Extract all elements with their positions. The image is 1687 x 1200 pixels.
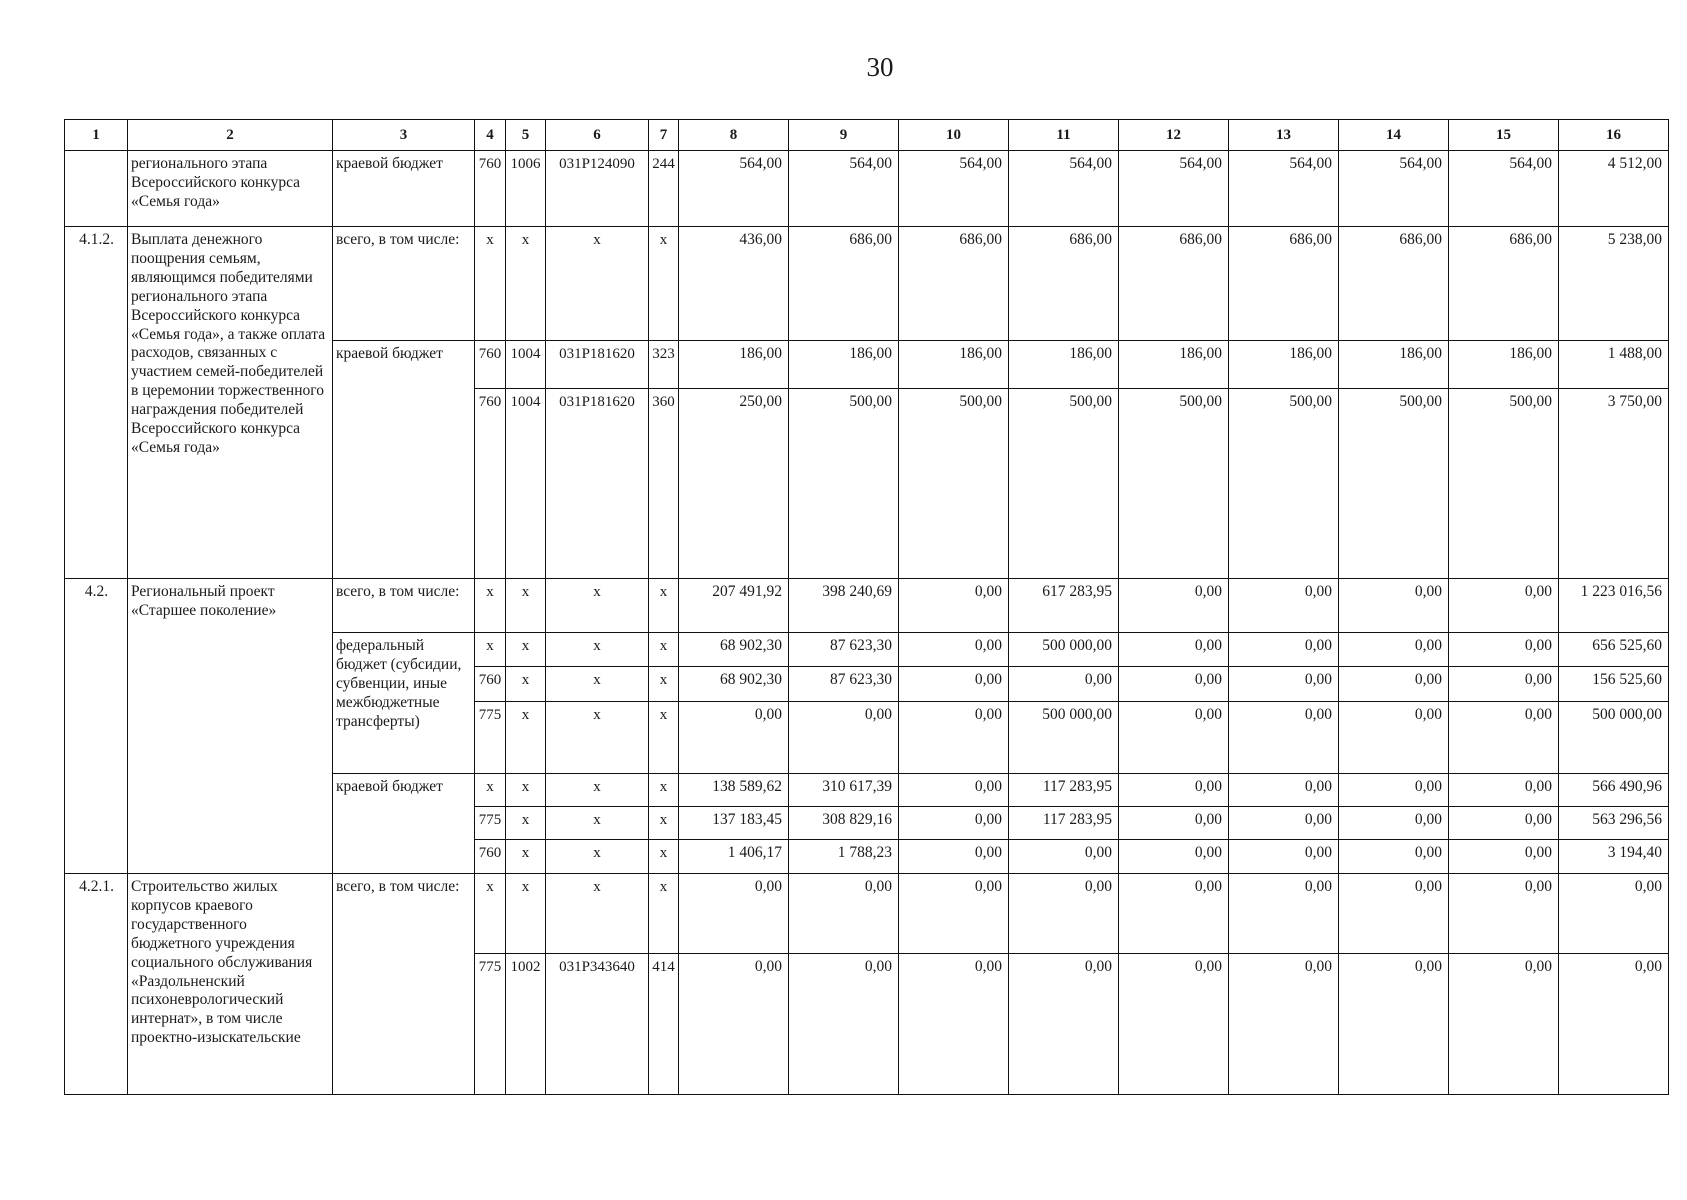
value-cell: 500,00 [1229,389,1339,579]
value-cell: 0,00 [1119,954,1229,1095]
value-cell: 186,00 [1449,341,1559,389]
col-header: 6 [546,120,649,151]
value-cell: 686,00 [1009,227,1119,341]
budget-table [64,119,1669,1095]
code-expense-type: x [649,227,679,341]
funding-source: всего, в том числе: [333,579,475,633]
col-header: 9 [789,120,899,151]
value-cell: 0,00 [899,579,1009,633]
value-cell: 564,00 [679,151,789,227]
item-name: регионального этапа Всероссийского конкурса «Семья года» [128,151,333,227]
item-name: Региональный проект «Старшее поколение» [128,579,333,874]
value-cell: 0,00 [1229,840,1339,874]
code-expense-type: x [649,807,679,840]
value-cell: 564,00 [1009,151,1119,227]
value-cell: 87 623,30 [789,667,899,702]
funding-source: краевой бюджет [333,341,475,579]
value-cell: 0,00 [789,702,899,774]
code-target: 031P124090 [546,151,649,227]
value-cell: 686,00 [1119,227,1229,341]
col-header: 5 [506,120,546,151]
code-section: x [506,227,546,341]
code-expense-type: x [649,840,679,874]
page-number: 30 [866,52,894,82]
col-header: 13 [1229,120,1339,151]
value-cell: 564,00 [1119,151,1229,227]
code-grbs: x [475,579,506,633]
code-section: x [506,579,546,633]
value-cell: 564,00 [1449,151,1559,227]
col-header: 16 [1559,120,1669,151]
col-header: 10 [899,120,1009,151]
value-cell: 0,00 [1339,633,1449,667]
col-header: 4 [475,120,506,151]
code-expense-type: x [649,579,679,633]
code-target: x [546,840,649,874]
value-cell: 686,00 [789,227,899,341]
value-cell: 0,00 [1339,874,1449,954]
value-cell: 186,00 [679,341,789,389]
code-section: 1006 [506,151,546,227]
code-section: x [506,840,546,874]
value-cell: 1 406,17 [679,840,789,874]
value-cell: 186,00 [1119,341,1229,389]
col-header: 11 [1009,120,1119,151]
col-header: 3 [333,120,475,151]
header-row [65,120,1669,151]
value-cell: 117 283,95 [1009,774,1119,807]
col-header: 2 [128,120,333,151]
value-cell: 137 183,45 [679,807,789,840]
code-section: x [506,807,546,840]
code-grbs: x [475,874,506,954]
table-row [65,874,1669,954]
value-cell: 500 000,00 [1009,633,1119,667]
value-cell: 0,00 [679,874,789,954]
col-header: 12 [1119,120,1229,151]
code-expense-type: 414 [649,954,679,1095]
value-cell: 186,00 [1339,341,1449,389]
value-cell: 0,00 [1449,840,1559,874]
value-cell: 0,00 [1229,633,1339,667]
value-cell: 500,00 [1009,389,1119,579]
code-grbs: 760 [475,667,506,702]
value-total-cell: 4 512,00 [1559,151,1669,227]
item-number: 4.2. [65,579,128,874]
col-header: 15 [1449,120,1559,151]
value-cell: 0,00 [899,633,1009,667]
item-name: Выплата денежного поощрения семьям, являющимся победителями регионального этапа Всероссийского конкурса «Семья года», а также оплата расходов, связанных с участием семей-победителей в церемонии торжественного награждения победителей Всероссийского конкурса «Семья года» [128,227,333,579]
value-cell: 0,00 [899,840,1009,874]
code-section: x [506,667,546,702]
value-cell: 0,00 [789,954,899,1095]
code-grbs: x [475,774,506,807]
item-number: 4.2.1. [65,874,128,1095]
code-grbs: 760 [475,341,506,389]
code-grbs: 775 [475,807,506,840]
value-cell: 0,00 [679,954,789,1095]
code-grbs: 760 [475,840,506,874]
value-cell: 0,00 [1119,874,1229,954]
value-cell: 117 283,95 [1009,807,1119,840]
value-cell: 0,00 [1119,667,1229,702]
funding-source: всего, в том числе: [333,874,475,1095]
value-cell: 0,00 [1229,874,1339,954]
value-cell: 0,00 [1119,774,1229,807]
value-cell: 0,00 [1009,840,1119,874]
value-cell: 0,00 [1339,840,1449,874]
code-expense-type: x [649,633,679,667]
code-grbs: x [475,633,506,667]
code-target: x [546,633,649,667]
value-cell: 0,00 [899,874,1009,954]
value-cell: 207 491,92 [679,579,789,633]
value-cell: 186,00 [1229,341,1339,389]
value-cell: 686,00 [1339,227,1449,341]
code-expense-type: x [649,702,679,774]
value-total-cell: 0,00 [1559,954,1669,1095]
code-grbs: 775 [475,702,506,774]
code-section: 1004 [506,389,546,579]
item-number [65,151,128,227]
code-expense-type: x [649,667,679,702]
value-cell: 0,00 [1119,807,1229,840]
value-cell: 0,00 [1339,579,1449,633]
value-total-cell: 1 488,00 [1559,341,1669,389]
value-cell: 500,00 [1449,389,1559,579]
value-cell: 0,00 [899,954,1009,1095]
value-total-cell: 0,00 [1559,874,1669,954]
value-cell: 186,00 [899,341,1009,389]
code-target: x [546,227,649,341]
code-target: x [546,807,649,840]
value-cell: 0,00 [1449,774,1559,807]
value-cell: 436,00 [679,227,789,341]
value-total-cell: 3 750,00 [1559,389,1669,579]
table-row [65,227,1669,341]
value-cell: 686,00 [1449,227,1559,341]
value-cell: 0,00 [1119,702,1229,774]
value-total-cell: 566 490,96 [1559,774,1669,807]
value-cell: 0,00 [1119,633,1229,667]
funding-source: краевой бюджет [333,151,475,227]
value-cell: 0,00 [1449,579,1559,633]
value-cell: 186,00 [1009,341,1119,389]
code-section: x [506,633,546,667]
code-expense-type: 360 [649,389,679,579]
funding-source: краевой бюджет [333,774,475,874]
code-section: 1002 [506,954,546,1095]
value-total-cell: 500 000,00 [1559,702,1669,774]
code-grbs: x [475,227,506,341]
value-cell: 686,00 [1229,227,1339,341]
value-cell: 0,00 [899,774,1009,807]
value-cell: 500,00 [1119,389,1229,579]
value-total-cell: 3 194,40 [1559,840,1669,874]
code-section: x [506,874,546,954]
value-cell: 308 829,16 [789,807,899,840]
value-cell: 0,00 [1229,702,1339,774]
code-section: x [506,702,546,774]
value-cell: 398 240,69 [789,579,899,633]
col-header: 8 [679,120,789,151]
value-cell: 0,00 [1119,840,1229,874]
col-header: 14 [1339,120,1449,151]
value-cell: 1 788,23 [789,840,899,874]
value-cell: 0,00 [1339,774,1449,807]
code-target: 031P181620 [546,389,649,579]
value-cell: 0,00 [1449,702,1559,774]
value-total-cell: 1 223 016,56 [1559,579,1669,633]
code-section: 1004 [506,341,546,389]
code-target: 031P181620 [546,341,649,389]
value-cell: 0,00 [1119,579,1229,633]
value-cell: 250,00 [679,389,789,579]
value-total-cell: 563 296,56 [1559,807,1669,840]
col-header: 7 [649,120,679,151]
value-cell: 564,00 [1339,151,1449,227]
value-cell: 564,00 [899,151,1009,227]
value-cell: 0,00 [899,702,1009,774]
value-cell: 0,00 [1229,774,1339,807]
value-cell: 0,00 [1009,667,1119,702]
value-cell: 0,00 [1339,667,1449,702]
value-cell: 0,00 [1229,954,1339,1095]
value-cell: 500,00 [1339,389,1449,579]
value-cell: 686,00 [899,227,1009,341]
col-header: 1 [65,120,128,151]
value-cell: 500,00 [789,389,899,579]
code-section: x [506,774,546,807]
value-cell: 0,00 [1229,579,1339,633]
value-cell: 564,00 [789,151,899,227]
code-target: x [546,774,649,807]
item-name: Строительство жилых корпусов краевого государственного бюджетного учреждения социального обслуживания «Раздольненский психоневрологический интернат», в том числе проектно-изыскательские [128,874,333,1095]
value-cell: 68 902,30 [679,667,789,702]
value-cell: 617 283,95 [1009,579,1119,633]
value-cell: 0,00 [1339,807,1449,840]
code-target: x [546,579,649,633]
table-row [65,579,1669,633]
value-cell: 0,00 [1449,667,1559,702]
code-expense-type: 244 [649,151,679,227]
table-row [65,151,1669,227]
value-cell: 0,00 [1009,954,1119,1095]
item-number: 4.1.2. [65,227,128,579]
code-grbs: 775 [475,954,506,1095]
value-cell: 0,00 [679,702,789,774]
value-cell: 0,00 [1229,807,1339,840]
funding-source: федеральный бюджет (субсидии, субвенции, иные межбюджетные трансферты) [333,633,475,774]
value-cell: 138 589,62 [679,774,789,807]
value-cell: 68 902,30 [679,633,789,667]
value-cell: 564,00 [1229,151,1339,227]
value-cell: 500 000,00 [1009,702,1119,774]
value-cell: 0,00 [1449,874,1559,954]
value-cell: 500,00 [899,389,1009,579]
value-cell: 0,00 [899,667,1009,702]
code-grbs: 760 [475,151,506,227]
value-cell: 0,00 [1229,667,1339,702]
value-cell: 0,00 [1449,633,1559,667]
code-target: x [546,874,649,954]
value-cell: 87 623,30 [789,633,899,667]
code-expense-type: x [649,874,679,954]
value-cell: 0,00 [1449,807,1559,840]
value-total-cell: 656 525,60 [1559,633,1669,667]
value-cell: 310 617,39 [789,774,899,807]
value-cell: 0,00 [1009,874,1119,954]
code-target: x [546,702,649,774]
code-expense-type: 323 [649,341,679,389]
value-cell: 0,00 [899,807,1009,840]
value-cell: 0,00 [1339,702,1449,774]
code-target: x [546,667,649,702]
value-cell: 186,00 [789,341,899,389]
value-total-cell: 156 525,60 [1559,667,1669,702]
value-cell: 0,00 [789,874,899,954]
code-target: 031P343640 [546,954,649,1095]
value-cell: 0,00 [1339,954,1449,1095]
code-grbs: 760 [475,389,506,579]
value-cell: 0,00 [1449,954,1559,1095]
funding-source: всего, в том числе: [333,227,475,341]
code-expense-type: x [649,774,679,807]
value-total-cell: 5 238,00 [1559,227,1669,341]
